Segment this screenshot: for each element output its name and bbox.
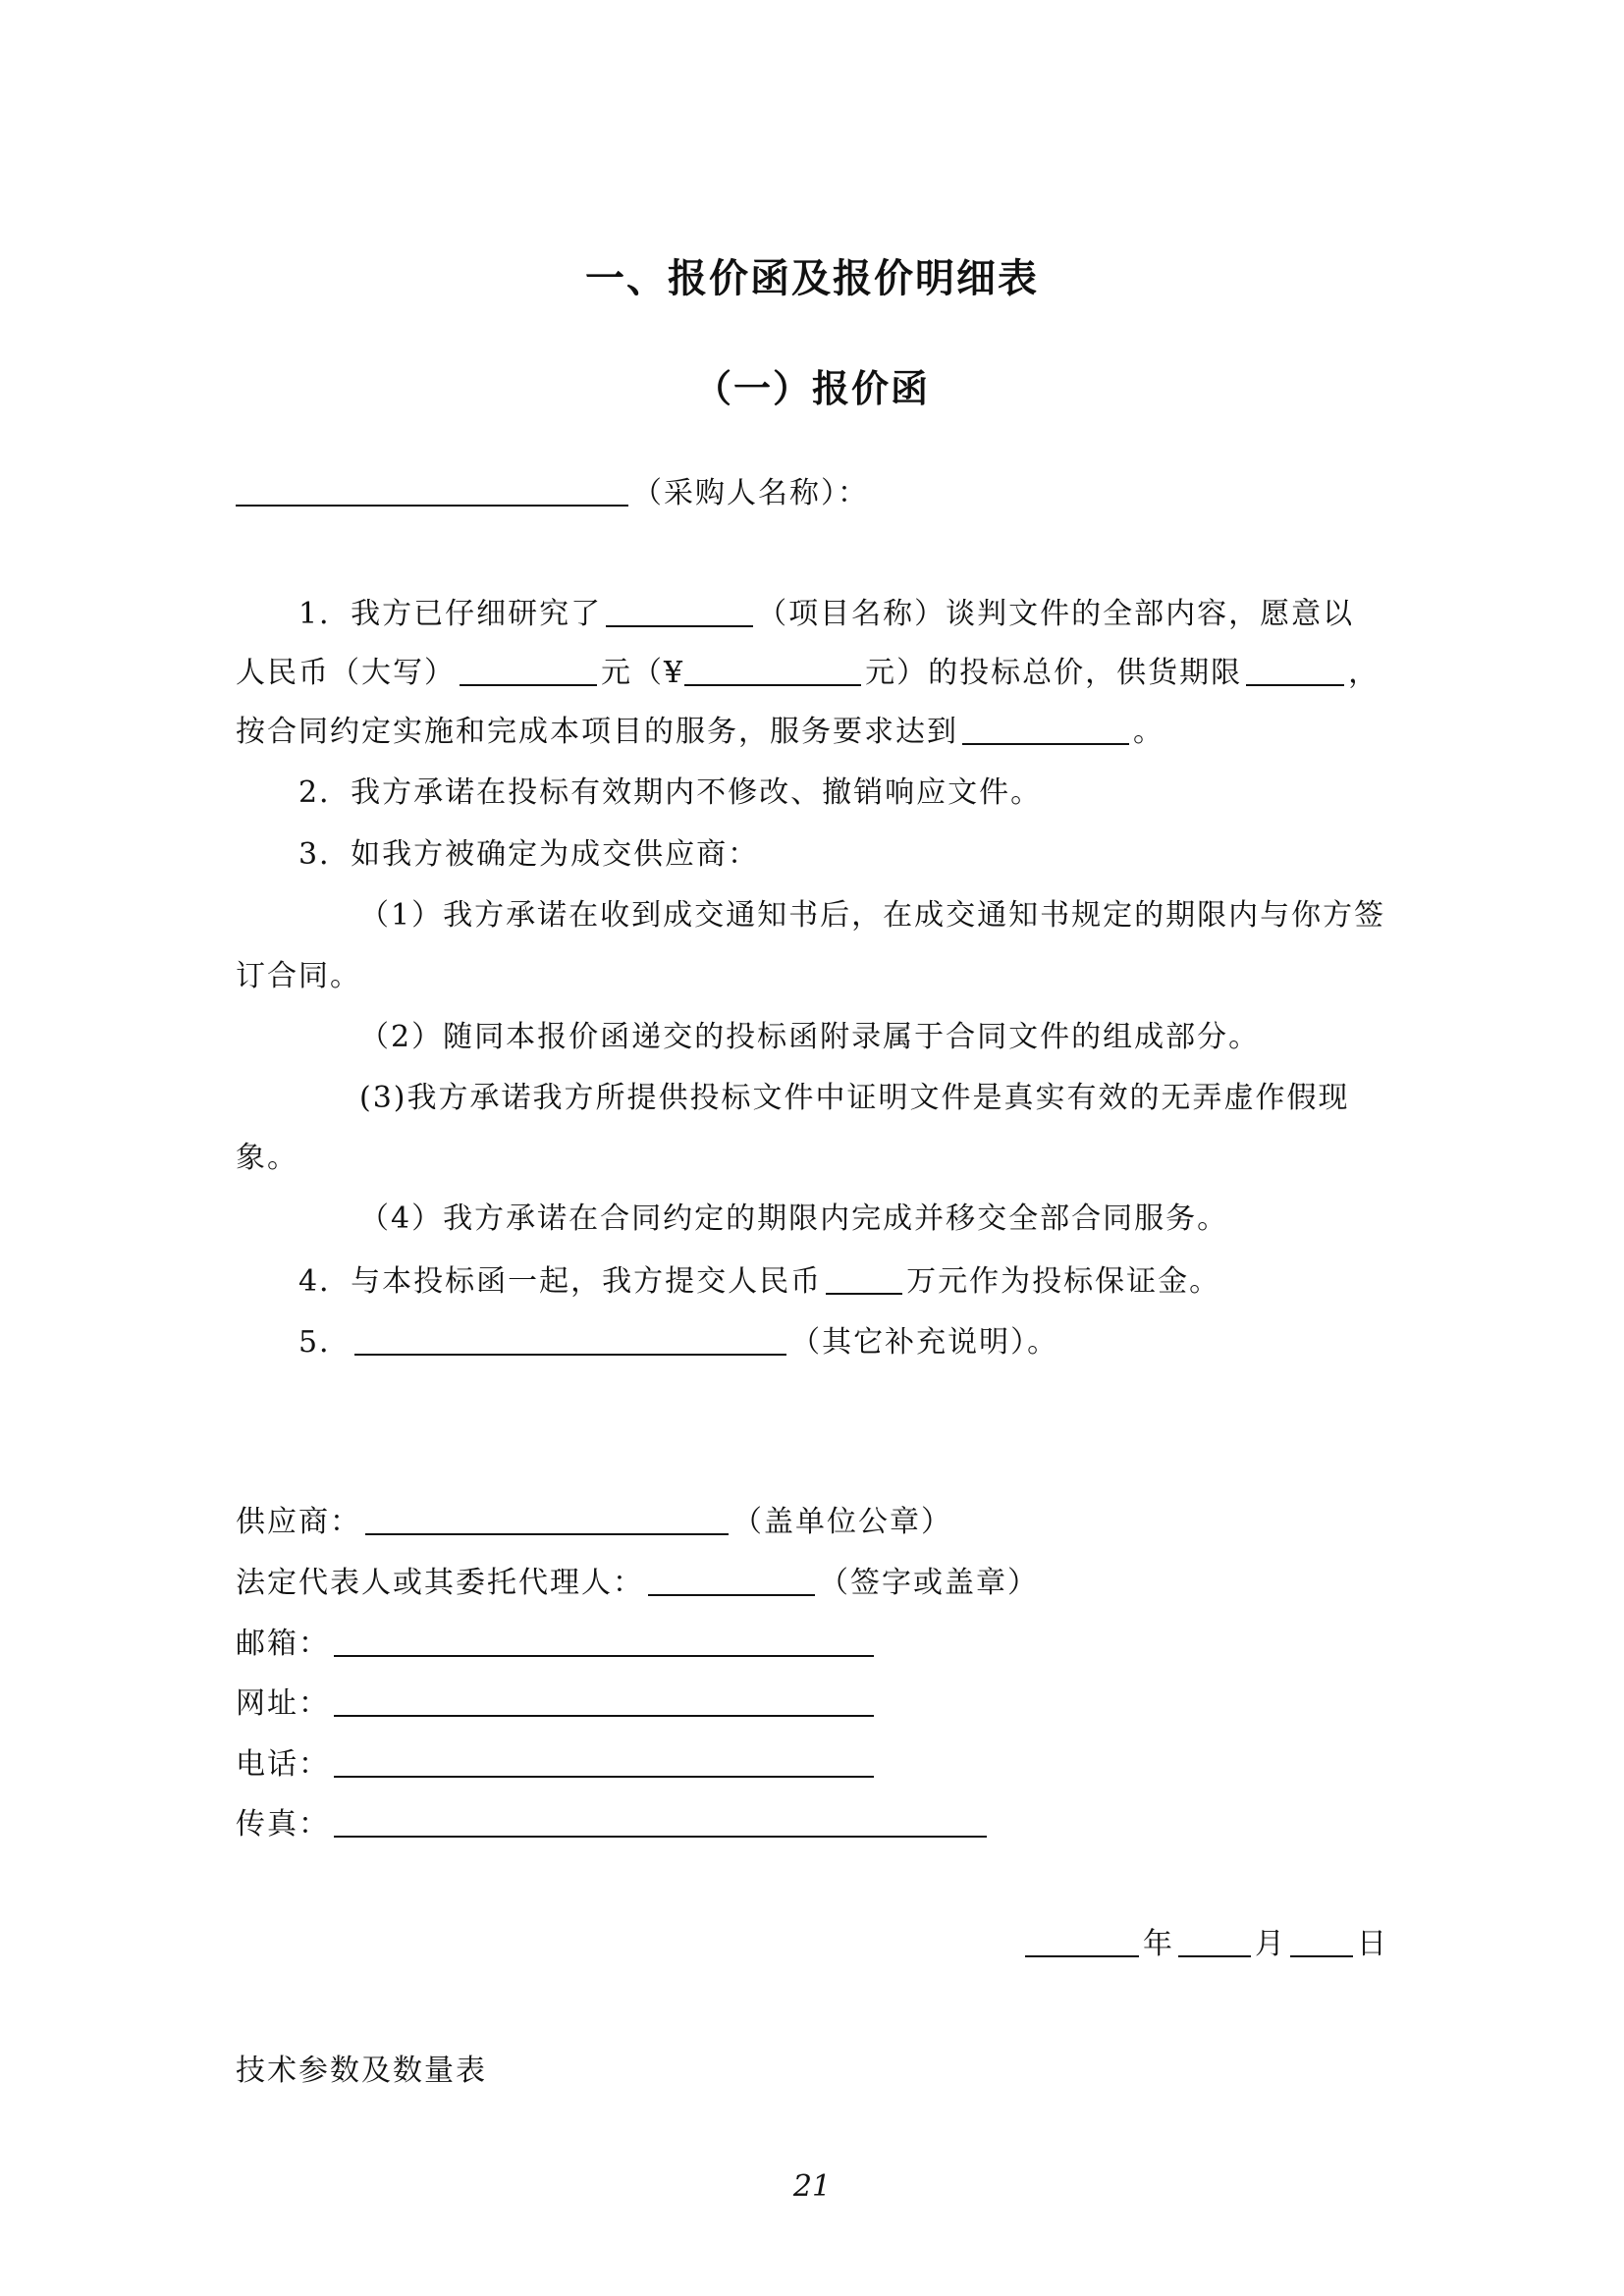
paragraph-3-1-line-1: （1）我方承诺在收到成交通知书后，在成交通知书规定的期限内与你方签	[359, 898, 1386, 933]
paragraph-3-3-line-1: (3)我方承诺我方所提供投标文件中证明文件是真实有效的无弄虚作假现	[359, 1081, 1350, 1115]
section-subtitle: （一）报价函	[693, 367, 930, 410]
website-blank[interactable]	[334, 1683, 874, 1717]
paragraph-3-2: （2）随同本报价函递交的投标函附录属于合同文件的组成部分。	[359, 1020, 1261, 1054]
fax-blank[interactable]	[334, 1804, 987, 1838]
year-blank[interactable]	[1025, 1924, 1139, 1957]
paragraph-3-4: （4）我方承诺在合同约定的期限内完成并移交全部合同服务。	[359, 1201, 1229, 1236]
paragraph-1-line-1: 1．我方已仔细研究了 （项目名称）谈判文件的全部内容，愿意以	[298, 594, 1354, 634]
paragraph-2: 2．我方承诺在投标有效期内不修改、撤销响应文件。	[298, 775, 1043, 810]
phone-line: 电话：	[236, 1744, 878, 1785]
website-line: 网址：	[236, 1683, 878, 1724]
paragraph-3-1-line-2: 订合同。	[236, 959, 361, 993]
tech-params-note: 技术参数及数量表	[236, 2054, 487, 2088]
email-blank[interactable]	[334, 1624, 874, 1657]
deposit-amount-blank[interactable]	[826, 1261, 902, 1295]
project-name-blank[interactable]	[606, 594, 753, 627]
representative-line: 法定代表人或其委托代理人： （签字或盖章）	[236, 1563, 1039, 1603]
paragraph-4: 4．与本投标函一起，我方提交人民币 万元作为投标保证金。	[298, 1261, 1220, 1302]
phone-blank[interactable]	[334, 1744, 874, 1778]
page-title: 一、报价函及报价明细表	[585, 256, 1039, 301]
paragraph-3-3-line-2: 象。	[236, 1141, 298, 1175]
month-blank[interactable]	[1178, 1924, 1251, 1957]
day-blank[interactable]	[1290, 1924, 1353, 1957]
supplier-line: 供应商： （盖单位公章）	[236, 1502, 952, 1542]
amount-words-blank[interactable]	[460, 653, 597, 686]
paragraph-1-line-3: 按合同约定实施和完成本项目的服务，服务要求达到 。	[236, 712, 1164, 752]
delivery-period-blank[interactable]	[1246, 653, 1344, 686]
fax-line: 传真：	[236, 1804, 991, 1844]
date-line: 年 月 日	[1025, 1924, 1388, 1964]
page-number: 21	[792, 2169, 832, 2204]
addressee-line: （采购人名称）：	[236, 473, 869, 513]
amount-number-blank[interactable]	[684, 653, 861, 686]
purchaser-name-blank[interactable]	[236, 473, 628, 507]
representative-blank[interactable]	[648, 1563, 815, 1596]
email-line: 邮箱：	[236, 1624, 878, 1664]
supplier-blank[interactable]	[365, 1502, 729, 1535]
service-requirement-blank[interactable]	[962, 712, 1129, 745]
paragraph-3: 3．如我方被确定为成交供应商：	[298, 837, 760, 872]
other-notes-blank[interactable]	[354, 1322, 786, 1356]
paragraph-1-line-2: 人民币（大写） 元（¥ 元）的投标总价，供货期限 ，	[236, 653, 1380, 693]
paragraph-5: 5． （其它补充说明）。	[298, 1322, 1058, 1362]
